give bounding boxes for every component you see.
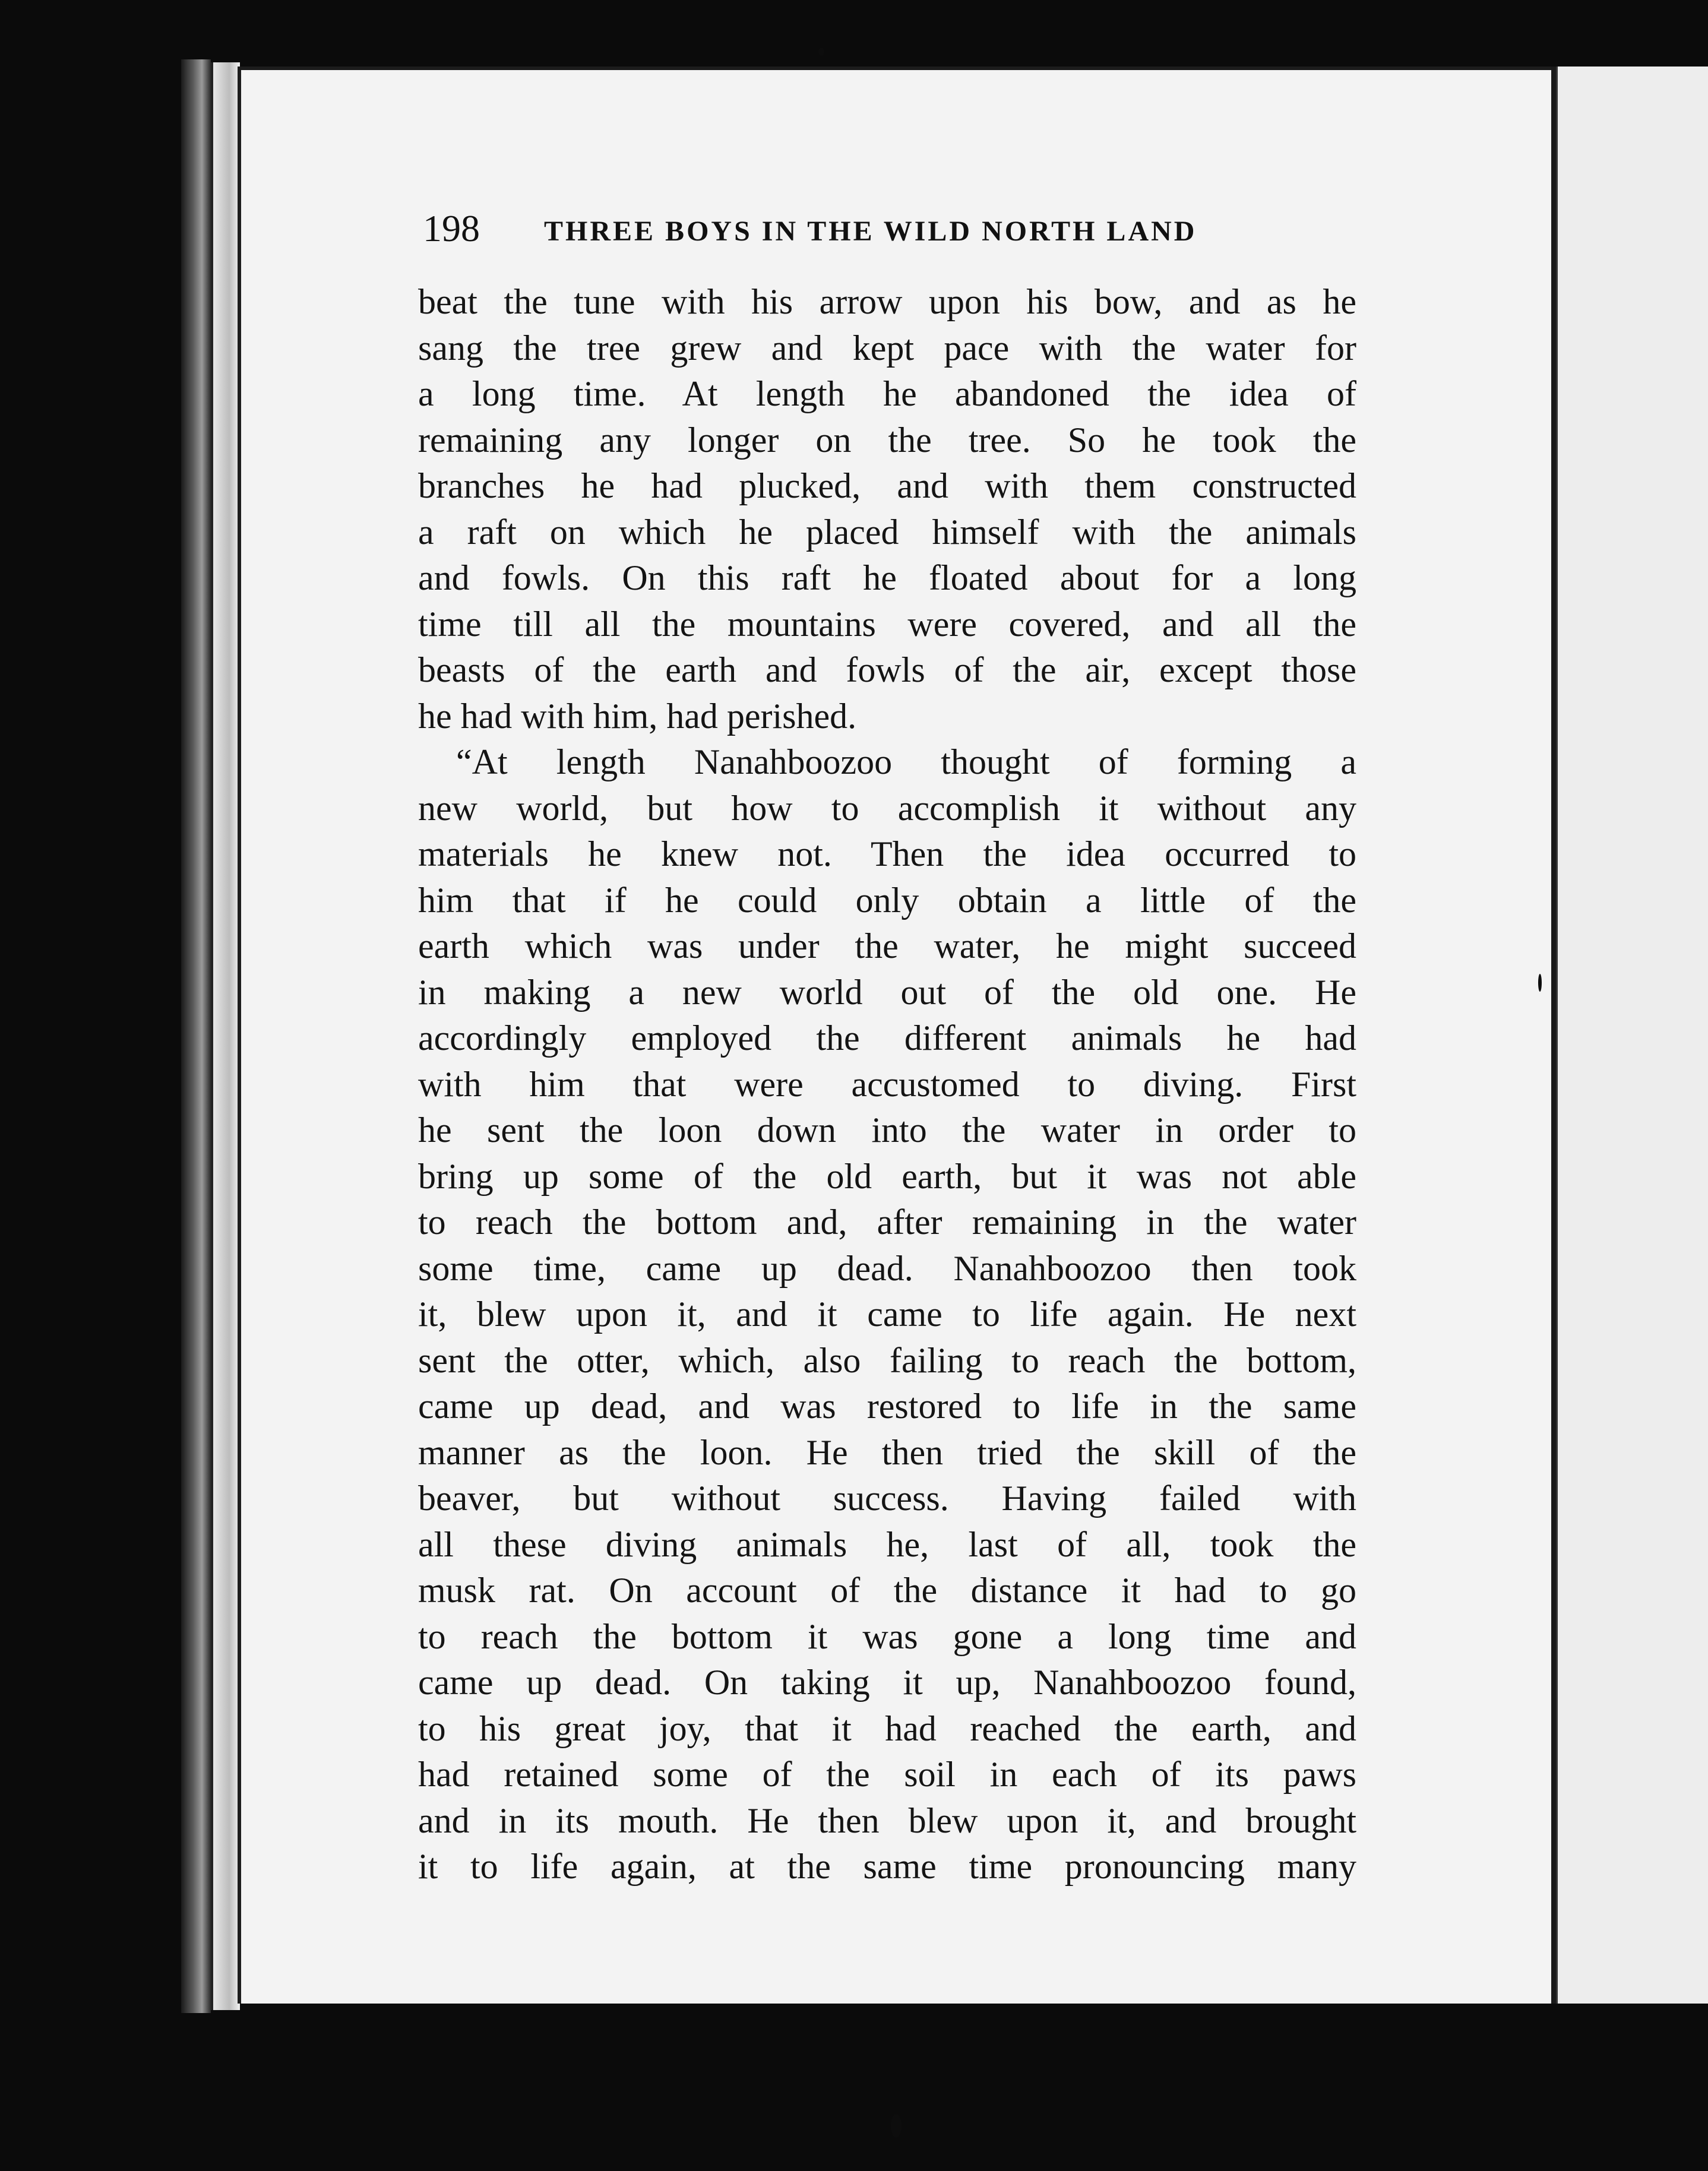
text-line: sent the otter, which, also failing to reach the bottom, [418, 1340, 1356, 1380]
text-line: to his great joy, that it had reached the earth, and [418, 1708, 1356, 1748]
scan-speck [891, 2114, 902, 2138]
text-line: branches he had plucked, and with them constructed [418, 466, 1356, 505]
text-line: he had with him, had perished. [418, 696, 857, 736]
text-line: manner as the loon. He then tried the skill of the [418, 1432, 1356, 1472]
text-line: materials he knew not. Then the idea occurred to [418, 834, 1356, 874]
text-line: a raft on which he placed himself with the animals [418, 512, 1356, 552]
text-line: remaining any longer on the tree. So he took the [418, 420, 1356, 460]
text-line: him that if he could only obtain a little of the [418, 880, 1356, 920]
scan-speck [818, 48, 824, 56]
text-line: and fowls. On this raft he floated about for a long [418, 558, 1356, 597]
text-line: accordingly employed the different animals he had [418, 1018, 1356, 1058]
text-line: came up dead, and was restored to life in the same [418, 1387, 1356, 1426]
page-stack-edge [211, 62, 240, 2010]
gutter-shadow [1551, 67, 1556, 2004]
text-line: it, blew upon it, and it came to life again. He next [418, 1295, 1356, 1334]
text-line: he sent the loon down into the water in order to [418, 1110, 1356, 1150]
text-line: some time, came up dead. Nanahboozoo then took [418, 1248, 1356, 1288]
paragraph-start-line: “At length Nanahboozoo thought of forming a [456, 742, 1356, 781]
book-spine [181, 59, 211, 2013]
text-line: came up dead. On taking it up, Nanahboozoo found, [418, 1663, 1356, 1702]
text-line: beat the tune with his arrow upon his bow, and as he [418, 282, 1356, 321]
facing-page-edge [1556, 67, 1708, 2004]
text-line: to reach the bottom and, after remaining in the water [418, 1202, 1356, 1242]
page-header [423, 205, 1241, 258]
page-number: 198 [423, 207, 480, 249]
text-line: beasts of the earth and fowls of the air, except those [418, 650, 1356, 689]
text-line: time till all the mountains were covered, and all the [418, 604, 1356, 644]
text-line: in making a new world out of the old one. He [418, 972, 1356, 1012]
text-line: with him that were accustomed to diving. First [418, 1064, 1356, 1104]
text-line: and in its mouth. He then blew upon it, and brought [418, 1800, 1356, 1840]
text-line: it to life again, at the same time pronouncing many [418, 1847, 1356, 1886]
text-line: musk rat. On account of the distance it had to go [418, 1571, 1356, 1610]
text-line: bring up some of the old earth, but it was not able [418, 1156, 1356, 1196]
text-line: earth which was under the water, he might succeed [418, 926, 1356, 966]
text-line: had retained some of the soil in each of its paws [418, 1755, 1356, 1794]
scan-speck [1538, 974, 1542, 992]
text-line: sang the tree grew and kept pace with the water for [418, 328, 1356, 368]
text-line: beaver, but without success. Having failed with [418, 1479, 1356, 1518]
text-line: all these diving animals he, last of all, took the [418, 1524, 1356, 1564]
running-title: THREE BOYS IN THE WILD NORTH LAND [544, 216, 1197, 247]
text-line: new world, but how to accomplish it without any [418, 788, 1356, 828]
text-line: to reach the bottom it was gone a long time and [418, 1616, 1356, 1656]
text-line: a long time. At length he abandoned the idea of [418, 374, 1356, 413]
body-text [418, 279, 1356, 1890]
